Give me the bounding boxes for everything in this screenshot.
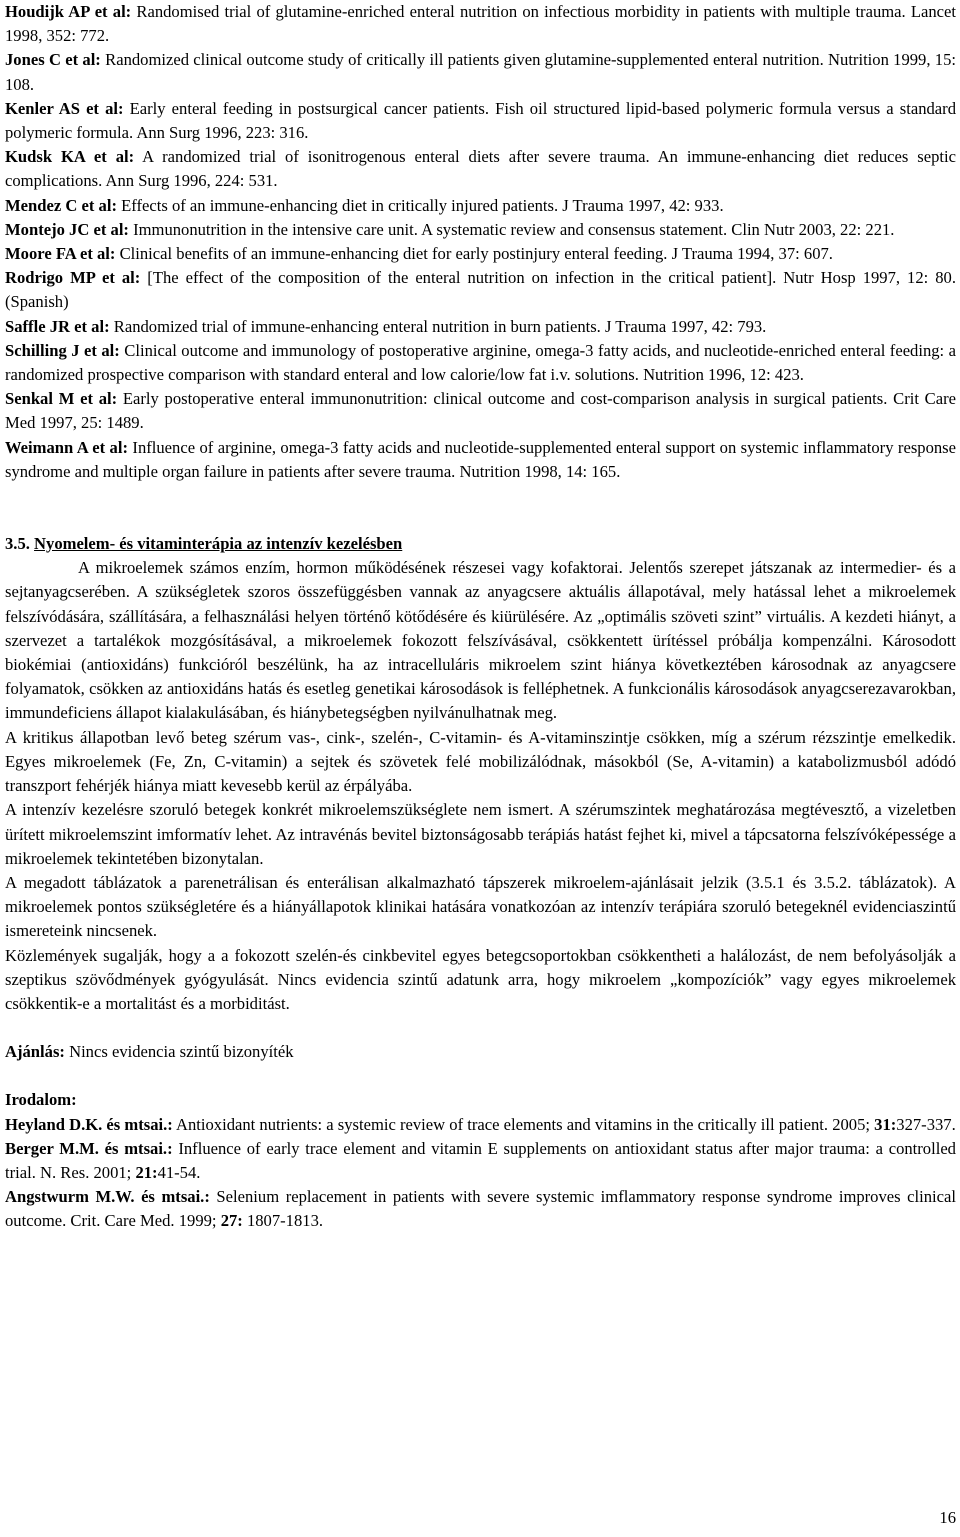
reference-text: Early enteral feeding in postsurgical cancer patients. Fish oil structured lipid-based polymeric formula versus a standard polymeric formula. Ann Surg 1996, 223: 316. xyxy=(5,98,956,143)
reference-pages: 41-54. xyxy=(157,1162,201,1182)
document-page xyxy=(5,0,956,1234)
reference-entry xyxy=(5,339,956,387)
reference-authors: Saffle JR et al: xyxy=(5,316,110,336)
reference-pages: 1807-1813. xyxy=(242,1211,324,1231)
spacer xyxy=(5,1016,956,1040)
references-top xyxy=(5,0,956,484)
reference-entry xyxy=(5,436,956,484)
body-paragraph: A mikroelemek számos enzím, hormon működésének részesei vagy kofaktorai. Jelentős szerepet játszanak az intermedier- és a sejtanyagcserében. A szükségletek szoros összefüggésben vannak az anyagcsere aktuális állapotával, mely hatással lehet a mikroelemek felszívódására, szállítására, a felhasználási helyen történő kötődésére és kiürülésére. Az „optimális szöveti szint” virtuális. A kezdeti hiányt, a szervezet a tartalékok mozgósításával, a mikroelemek fokozott felszívásával, csökkentett ürítéssel próbálja kompenzálni. Károsodott biokémiai (antioxidáns) funkcióról beszélünk, ha az intracelluláris mikroelem szint hiánya következtében károsodnak az anyagcsere folyamatok, csökken az antioxidáns hatás és esetleg genetikai károsodások is felléphetnek. A funkcionális károsodások anyagcserezavarokban, immundeficiens állapot kialakulásában, és hiánybetegségben nyilvánulhatnak meg. xyxy=(5,558,956,723)
reference-volume: 21: xyxy=(135,1162,158,1182)
reference-authors: Montejo JC et al: xyxy=(5,219,129,239)
reference-entry xyxy=(5,1185,956,1233)
reference-authors: Jones C et al: xyxy=(5,50,101,70)
body-paragraph: A intenzív kezelésre szoruló betegek konkrét mikroelemszükséglete nem ismert. A szérumszintek meghatározása megtévesztő, a vizeletben ürített mikroelemszint imformatív lehet. Az intravénás bevitel biztonságosabb terápiás hatást fejhet ki, mivel a tápcsatorna felszívóképessége a mikroelemek tekintetében bizonytalan. xyxy=(5,800,956,868)
reference-text: Randomized trial of immune-enhancing enteral nutrition in burn patients. J Trauma 1997, 42: 793. xyxy=(109,316,767,336)
reference-text: Influence of arginine, omega-3 fatty acids and nucleotide-supplemented enteral support on systemic inflammatory response syndrome and multiple organ failure in patients after severe trauma. Nutrition 1998, 14: 165. xyxy=(5,437,956,481)
section-heading xyxy=(5,532,956,556)
reference-authors: Schilling J et al: xyxy=(5,340,120,360)
spacer xyxy=(5,484,956,532)
reference-entry xyxy=(5,218,956,242)
reference-authors: Houdijk AP et al: xyxy=(5,2,132,21)
reference-text: Randomised trial of glutamine-enriched enteral nutrition on infectious morbidity in patients with multiple trauma. Lancet 1998, 352: 772. xyxy=(5,2,956,46)
reference-authors: Kudsk KA et al: xyxy=(5,147,135,167)
body-paragraph: Közlemények sugalják, hogy a a fokozott szelén-és cinkbevitel egyes betegcsoportokban csökkentheti a halálozást, de nem befolyásolják a szeptikus szövődmények gyógyulását. Nincs evidencia szintű adatunk arra, hogy mikroelem „kompozíciók” vagy egyes mikroelemek csökkentik-e a mortalitást és a morbiditást. xyxy=(5,945,956,1013)
reference-entry xyxy=(5,242,956,266)
reference-entry xyxy=(5,145,956,193)
reference-pages: 327-337. xyxy=(896,1114,956,1134)
reference-text: Influence of early trace element and vitamin E supplements on antioxidant status after major trauma: a controlled trial. N. Res. 2001; xyxy=(5,1138,956,1182)
spacer xyxy=(5,1064,956,1088)
reference-authors: Mendez C et al: xyxy=(5,195,117,215)
reference-authors: Heyland D.K. és mtsai.: xyxy=(5,1114,173,1134)
reference-text: Immunonutrition in the intensive care unit. A systematic review and consensus statement. Clin Nutr 2003, 22: 221. xyxy=(128,219,895,239)
reference-entry xyxy=(5,1113,956,1137)
recommendation-text: Nincs evidencia szintű bizonyíték xyxy=(64,1042,294,1062)
body-paragraph: A kritikus állapotban levő beteg szérum vas-, cink-, szelén-, C-vitamin- és A-vitaminszintje csökken, míg a szérum rézszintje emelkedik. Egyes mikroelemek (Fe, Zn, C-vitamin) a sejtek és szövetek felé mobilizálódnak, másokból (Se, A-vitamin) a katabolizmusból adódó transzport fehérjék hiánya miatt kevesebb kerül az érpályába. xyxy=(5,727,956,796)
reference-volume: 27: xyxy=(220,1211,243,1231)
reference-authors: Angstwurm M.W. és mtsai.: xyxy=(5,1187,210,1207)
literature-heading-text: Irodalom: xyxy=(5,1090,77,1110)
recommendation-label: Ajánlás: xyxy=(5,1042,65,1062)
reference-text: Effects of an immune-enhancing diet in critically injured patients. J Trauma 1997, 42: 933. xyxy=(116,195,724,215)
reference-entry xyxy=(5,194,956,218)
reference-authors: Moore FA et al: xyxy=(5,244,116,264)
body-paragraph: A megadott táblázatok a parenetrálisan és enterálisan alkalmazható tápszerek mikroelem-ajánlásait jelzik (3.5.1 és 3.5.2. táblázatok). A mikroelemek pontos szükségletére és a hiányállapotok klinikai hatására vonatkozóan az intenzív terápiára szoruló betegeknél evidenciaszintű ismereteink nincsenek. xyxy=(5,872,956,941)
recommendation xyxy=(5,1040,956,1064)
references-bottom xyxy=(5,1113,956,1234)
reference-text: Antioxidant nutrients: a systemic review of trace elements and vitamins in the critically ill patient. 2005; xyxy=(172,1114,875,1134)
reference-entry xyxy=(5,48,956,96)
reference-text: Clinical outcome and immunology of postoperative arginine, omega-3 fatty acids, and nucleotide-enriched enteral feeding: a randomized prospective comparison with standard enteral and low calorie/low fat i.v. solutions. Nutrition 1996, 12: 423. xyxy=(5,340,956,385)
reference-authors: Berger M.M. és mtsai.: xyxy=(5,1138,173,1158)
literature-heading xyxy=(5,1088,956,1112)
reference-text: Selenium replacement in patients with severe systemic imflammatory response syndrome improves clinical outcome. Crit. Care Med. 1999; xyxy=(5,1187,956,1231)
section-number: 3.5. xyxy=(5,534,35,554)
reference-text: Early postoperative enteral immunonutrition: clinical outcome and cost-comparison analysis in surgical patients. Crit Care Med 1997, 25: 1489. xyxy=(5,389,956,433)
reference-entry xyxy=(5,387,956,435)
reference-volume: 31: xyxy=(874,1114,897,1134)
reference-entry xyxy=(5,0,956,48)
reference-authors: Weimann A et al: xyxy=(5,437,128,457)
reference-text: Randomized clinical outcome study of critically ill patients given glutamine-supplemented enteral nutrition. Nutrition 1999, 15: 108. xyxy=(5,50,957,94)
reference-text: A randomized trial of isonitrogenous enteral diets after severe trauma. An immune-enhancing diet reduces septic complications. Ann Surg 1996, 224: 531. xyxy=(5,147,956,191)
reference-entry xyxy=(5,315,956,339)
reference-entry xyxy=(5,1137,956,1185)
reference-text: Clinical benefits of an immune-enhancing diet for early postinjury enteral feeding. J Trauma 1994, 37: 607. xyxy=(115,244,833,264)
reference-authors: Rodrigo MP et al: xyxy=(5,268,141,288)
section-title: Nyomelem- és vitaminterápia az intenzív kezelésben xyxy=(34,534,403,554)
reference-authors: Kenler AS et al: xyxy=(5,98,124,118)
page-number: 16 xyxy=(939,1508,956,1527)
reference-entry xyxy=(5,266,956,314)
reference-entry xyxy=(5,97,956,145)
reference-authors: Senkal M et al: xyxy=(5,389,118,409)
reference-text: [The effect of the composition of the enteral nutrition on infection in the critical patient]. Nutr Hosp 1997, 12: 80. (Spanish) xyxy=(5,268,957,312)
